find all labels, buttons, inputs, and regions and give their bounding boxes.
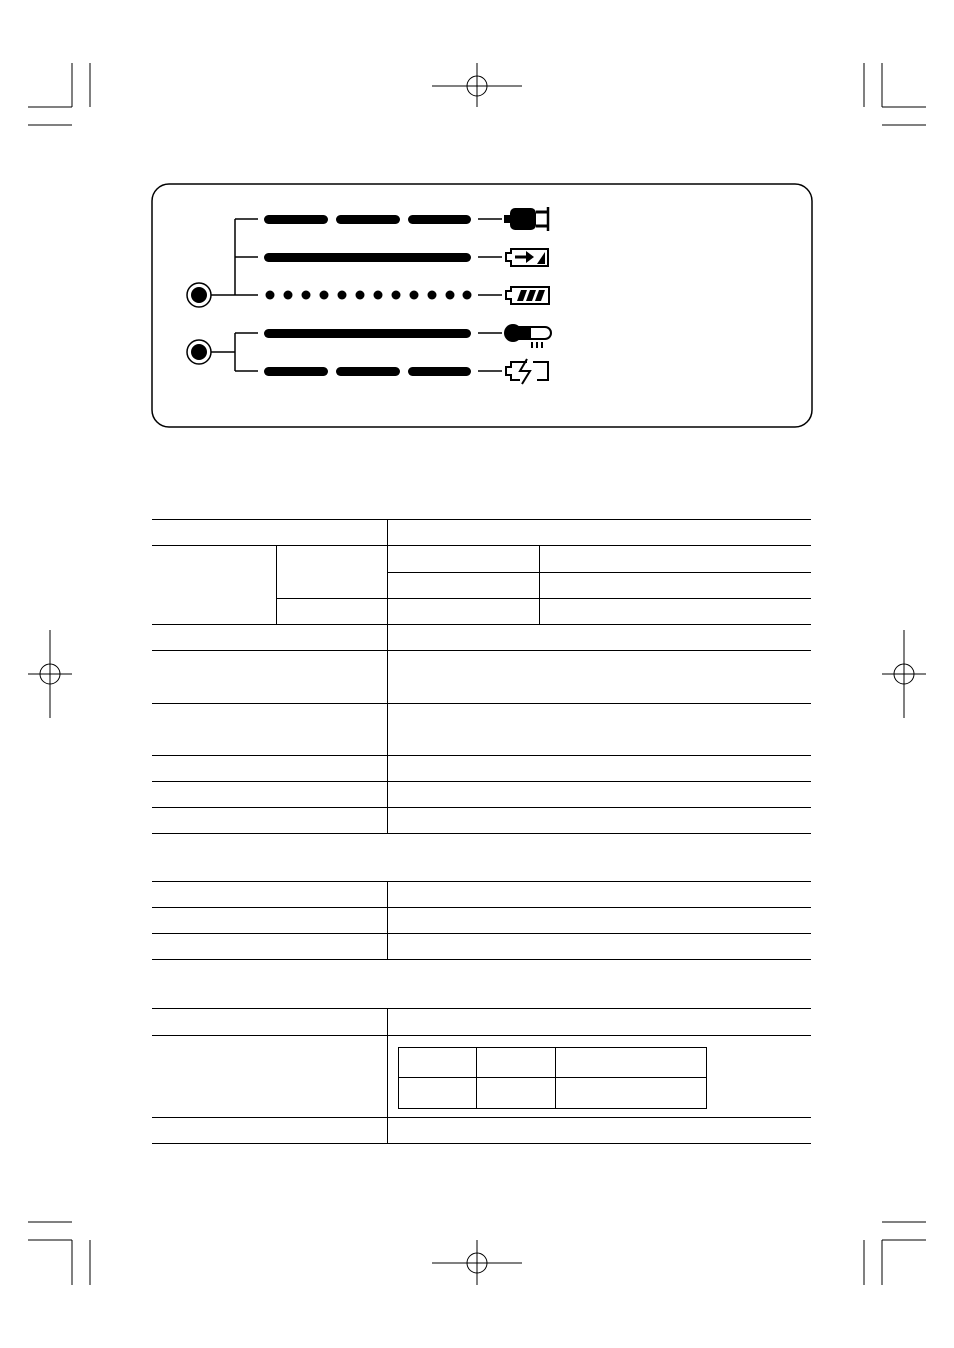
battery-fault-icon [506, 359, 548, 384]
spec-table-3 [152, 1008, 811, 1144]
icon-connectors [478, 219, 502, 371]
table-row [152, 882, 811, 908]
charging-arrow-icon [506, 249, 548, 266]
nested-table [398, 1047, 707, 1109]
diagram-frame [152, 184, 812, 427]
table-row [152, 1009, 811, 1036]
table-row [152, 1118, 811, 1144]
pattern-dotted-row-3 [266, 291, 472, 300]
table-row [152, 520, 811, 546]
table-row [152, 625, 811, 651]
table-row [152, 908, 811, 934]
thermometer-icon [504, 324, 551, 348]
pattern-solid-row-4 [264, 329, 471, 338]
table-row-group [152, 546, 811, 625]
table-row [152, 704, 811, 756]
battery-full-icon [506, 287, 549, 304]
indicator-led-2 [187, 340, 211, 364]
bracket-led-2 [211, 333, 258, 371]
bracket-led-1 [211, 219, 258, 295]
spec-table-2 [152, 881, 811, 960]
pattern-solid-row-2 [264, 253, 471, 262]
table-row [152, 1036, 811, 1118]
pattern-dashed-row-5 [264, 367, 471, 376]
pattern-dashed-row-1 [264, 215, 471, 224]
spec-table-1 [152, 519, 811, 834]
power-plug-icon [504, 207, 548, 231]
table-row [152, 651, 811, 704]
table-row [152, 934, 811, 960]
table-row [152, 808, 811, 834]
table-row [152, 782, 811, 808]
table-row [152, 756, 811, 782]
indicator-led-1 [187, 283, 211, 307]
